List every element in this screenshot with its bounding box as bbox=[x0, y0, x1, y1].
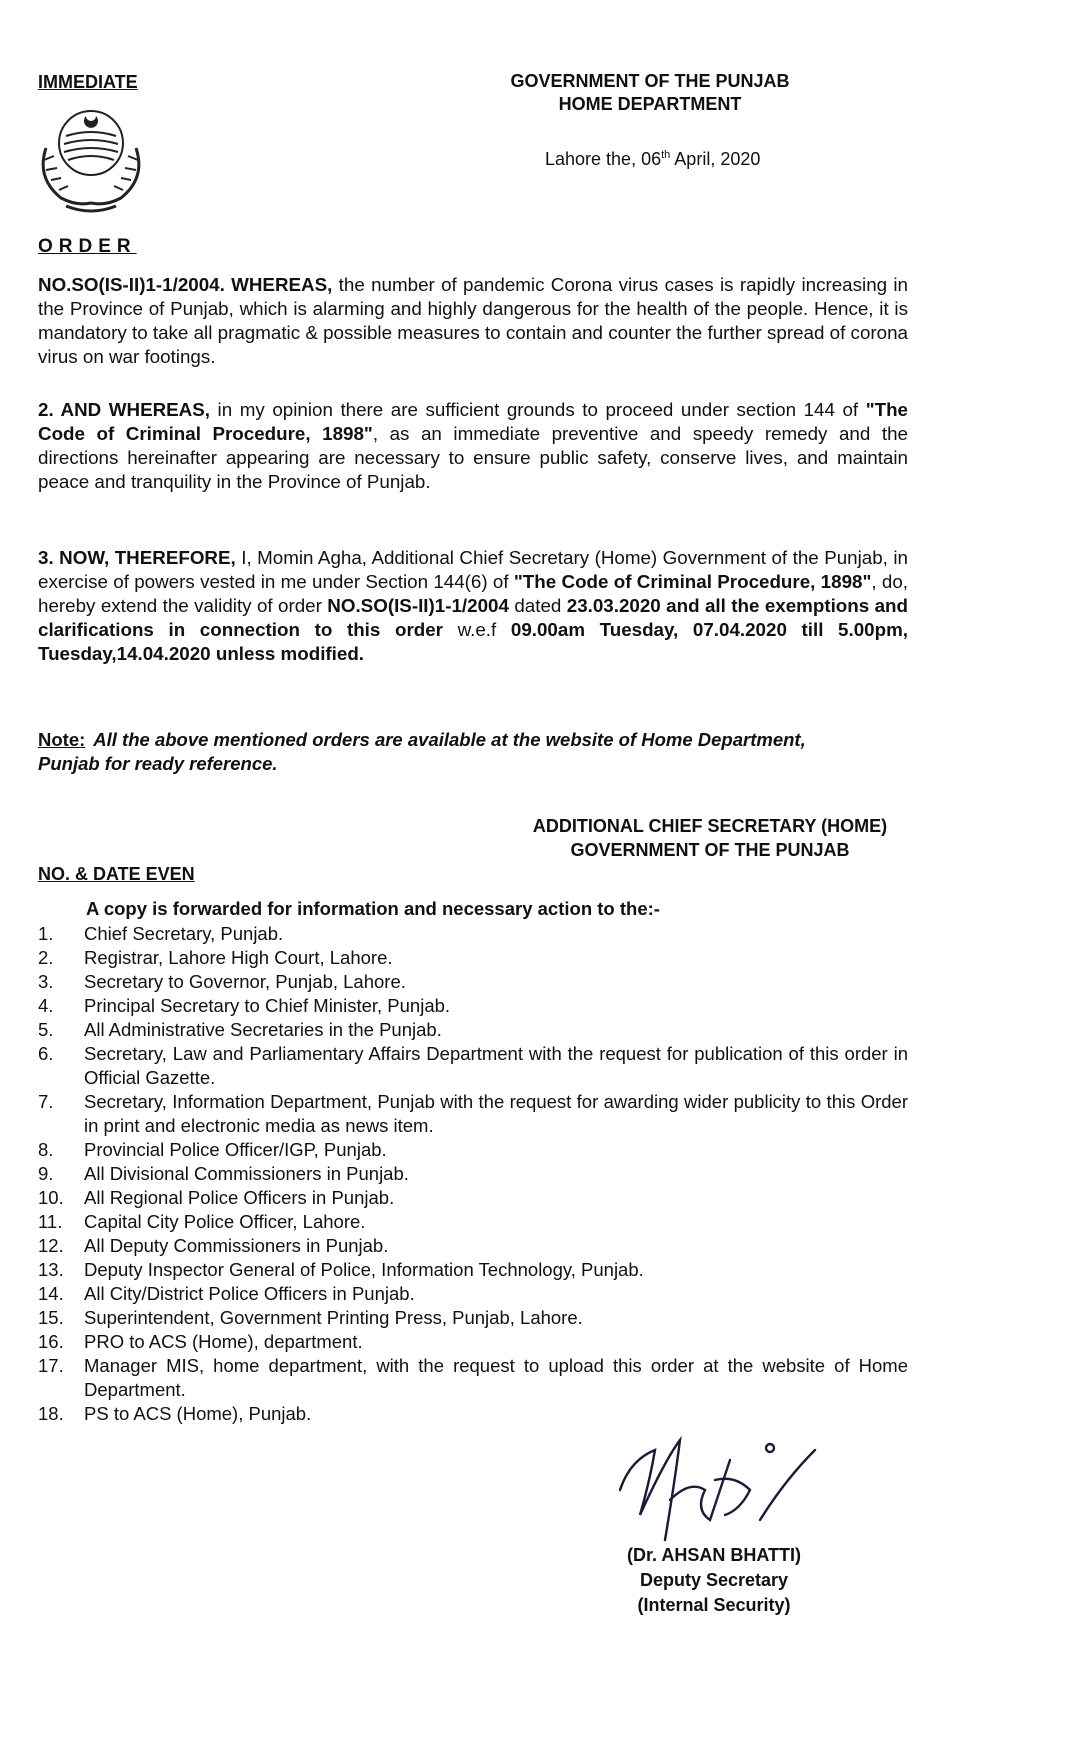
signatory-title bbox=[500, 814, 920, 862]
list-item-text: All City/District Police Officers in Punjab. bbox=[84, 1283, 415, 1304]
distribution-heading: NO. & DATE EVEN bbox=[38, 864, 195, 884]
list-item bbox=[38, 922, 908, 946]
list-item-text: All Regional Police Officers in Punjab. bbox=[84, 1187, 395, 1208]
list-item-number: 5. bbox=[38, 1019, 54, 1040]
paragraph-2-lead: AND WHEREAS, bbox=[53, 399, 210, 420]
list-item bbox=[38, 1354, 908, 1402]
order-reference: NO.SO(IS-II)1-1/2004. bbox=[38, 274, 225, 295]
list-item bbox=[38, 1138, 908, 1162]
paragraph-2-text-a: in my opinion there are sufficient grounds to proceed under section 144 of bbox=[210, 399, 866, 420]
list-item-number: 15. bbox=[38, 1307, 64, 1328]
list-item bbox=[38, 1210, 908, 1234]
list-item bbox=[38, 1234, 908, 1258]
list-item-number: 2. bbox=[38, 947, 54, 968]
list-item-text: All Deputy Commissioners in Punjab. bbox=[84, 1235, 389, 1256]
list-item-number: 4. bbox=[38, 995, 54, 1016]
list-item-number: 9. bbox=[38, 1163, 54, 1184]
distribution-list bbox=[38, 922, 908, 1426]
paragraph-2-code: "The Code of Criminal Procedure, 1898" bbox=[38, 399, 908, 444]
list-item-number: 17. bbox=[38, 1355, 64, 1376]
list-item bbox=[38, 1306, 908, 1330]
list-item-number: 1. bbox=[38, 923, 54, 944]
department-heading bbox=[450, 70, 850, 116]
order-paragraph-1 bbox=[38, 273, 908, 369]
list-item-text: Capital City Police Officer, Lahore. bbox=[84, 1211, 366, 1232]
list-item-number: 3. bbox=[38, 971, 54, 992]
list-item-text: Chief Secretary, Punjab. bbox=[84, 923, 284, 944]
signer-wing: (Internal Security) bbox=[637, 1595, 791, 1615]
list-item-number: 16. bbox=[38, 1331, 64, 1352]
department-line: HOME DEPARTMENT bbox=[558, 94, 742, 114]
handwritten-signature bbox=[610, 1420, 830, 1560]
signer-designation: Deputy Secretary bbox=[639, 1570, 789, 1590]
list-item-text: All Administrative Secretaries in the Punjab. bbox=[84, 1019, 442, 1040]
list-item-text: Superintendent, Government Printing Press, Punjab, Lahore. bbox=[84, 1307, 583, 1328]
paragraph-3-text-a: I, Momin Agha, Additional Chief Secretary (Home) Government of the Punjab, in exercise of powers vested in me under Section 144(6) of bbox=[38, 547, 908, 592]
list-item-text: PS to ACS (Home), Punjab. bbox=[84, 1403, 312, 1424]
whereas-lead: WHEREAS, bbox=[224, 274, 333, 295]
note bbox=[38, 728, 858, 776]
paragraph-3-lead: NOW, THEREFORE, bbox=[53, 547, 236, 568]
list-item-text: Secretary, Information Department, Punjab with the request for awarding wider publicity to this Order in print and electronic media as news item. bbox=[84, 1091, 908, 1136]
list-item bbox=[38, 1090, 908, 1138]
list-item-number: 13. bbox=[38, 1259, 64, 1280]
list-item-text: Deputy Inspector General of Police, Information Technology, Punjab. bbox=[84, 1259, 644, 1280]
paragraph-1-text: the number of pandemic Corona virus cases is rapidly increasing in the Province of Punjab, which is alarming and highly dangerous for the health of the people. Hence, it is mandatory to take all pragmatic & possible measures to contain and counter the further spread of corona virus on war footings. bbox=[38, 274, 909, 367]
note-text: All the above mentioned orders are available at the website of Home Department, Punjab for ready reference. bbox=[38, 729, 806, 774]
list-item-text: Manager MIS, home department, with the request to upload this order at the website of Home Department. bbox=[84, 1355, 908, 1400]
list-item bbox=[38, 946, 908, 970]
validity-period: 09.00am Tuesday, 07.04.2020 till 5.00pm, Tuesday,14.04.2020 unless modified. bbox=[38, 619, 909, 664]
list-item-number: 10. bbox=[38, 1187, 64, 1208]
list-item-number: 6. bbox=[38, 1043, 54, 1064]
distribution-intro: A copy is forwarded for information and necessary action to the:- bbox=[86, 898, 660, 919]
list-item-number: 14. bbox=[38, 1283, 64, 1304]
government-line: GOVERNMENT OF THE PUNJAB bbox=[510, 71, 790, 91]
list-item-number: 11. bbox=[38, 1211, 63, 1232]
paragraph-3-number: 3. bbox=[38, 547, 54, 568]
signatory-title-line-1: ADDITIONAL CHIEF SECRETARY (HOME) bbox=[532, 816, 888, 836]
order-paragraph-3 bbox=[38, 546, 908, 666]
paragraph-2-number: 2. bbox=[38, 399, 54, 420]
list-item bbox=[38, 1258, 908, 1282]
list-item-number: 18. bbox=[38, 1403, 64, 1424]
list-item bbox=[38, 994, 908, 1018]
list-item bbox=[38, 1330, 908, 1354]
signatory-title-line-2: GOVERNMENT OF THE PUNJAB bbox=[570, 840, 850, 860]
paragraph-3-code: "The Code of Criminal Procedure, 1898" bbox=[513, 571, 872, 592]
punjab-crest-icon bbox=[26, 98, 156, 216]
list-item-text: Registrar, Lahore High Court, Lahore. bbox=[84, 947, 393, 968]
paragraph-3-text-c: dated bbox=[508, 595, 567, 616]
list-item-text: All Divisional Commissioners in Punjab. bbox=[84, 1163, 409, 1184]
list-item-number: 8. bbox=[38, 1139, 54, 1160]
list-item-text: Secretary to Governor, Punjab, Lahore. bbox=[84, 971, 406, 992]
signer-name: (Dr. AHSAN BHATTI) bbox=[627, 1545, 801, 1565]
date-suffix: April, 2020 bbox=[670, 149, 761, 169]
paragraph-3-bold-tail: 23.03.2020 and all the exemptions and clarifications in connection to this order bbox=[38, 595, 908, 640]
list-item-number: 7. bbox=[38, 1091, 54, 1112]
list-item-text: Principal Secretary to Chief Minister, Punjab. bbox=[84, 995, 451, 1016]
list-item bbox=[38, 970, 908, 994]
paragraph-3-text-b: , do, hereby extend the validity of order bbox=[38, 571, 909, 616]
list-item-text: Provincial Police Officer/IGP, Punjab. bbox=[84, 1139, 387, 1160]
list-item bbox=[38, 1018, 908, 1042]
order-date bbox=[545, 149, 760, 170]
note-label: Note: bbox=[38, 729, 86, 750]
list-item-text: PRO to ACS (Home), department. bbox=[84, 1331, 363, 1352]
order-title: ORDER bbox=[38, 236, 137, 257]
date-prefix: Lahore the, 06 bbox=[545, 149, 662, 169]
date-ordinal: th bbox=[661, 149, 671, 161]
list-item bbox=[38, 1282, 908, 1306]
list-item-number: 12. bbox=[38, 1235, 64, 1256]
signer-block bbox=[614, 1543, 814, 1618]
order-paragraph-2 bbox=[38, 398, 908, 494]
paragraph-3-reference: NO.SO(IS-II)1-1/2004 bbox=[327, 595, 509, 616]
paragraph-3-text-d: w.e.f bbox=[442, 619, 511, 640]
paragraph-2-text-b: , as an immediate preventive and speedy remedy and the directions hereinafter appearing are necessary to ensure public safety, conserve lives, and maintain peace and tranquility in the Province of Punjab. bbox=[38, 423, 908, 492]
list-item bbox=[38, 1186, 908, 1210]
list-item bbox=[38, 1042, 908, 1090]
list-item-text: Secretary, Law and Parliamentary Affairs Department with the request for publication of this order in Official Gazette. bbox=[84, 1043, 908, 1088]
priority-label: IMMEDIATE bbox=[38, 72, 138, 92]
list-item bbox=[38, 1162, 908, 1186]
